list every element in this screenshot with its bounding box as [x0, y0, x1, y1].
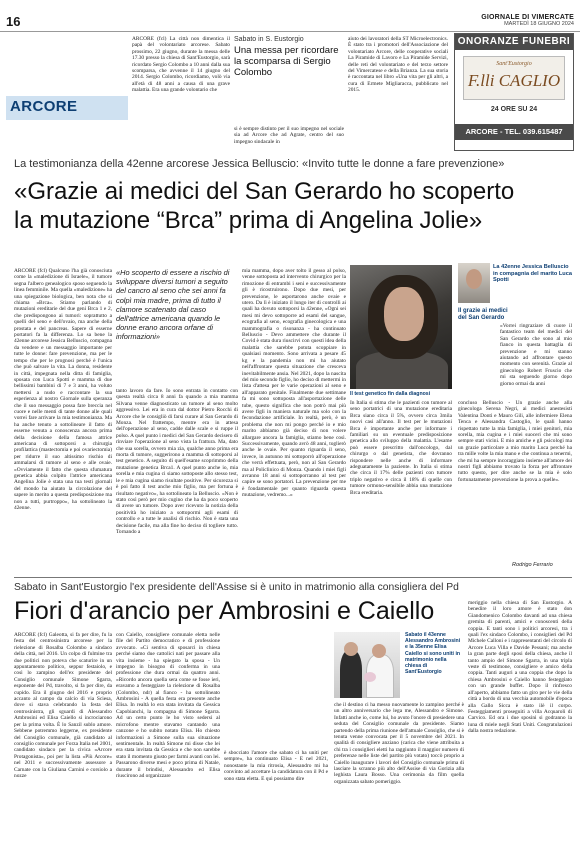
story2-col1: ARCORE (fcl) Galeotta, si fa per dire, fu la festa del centrosinistra arcorese per la rielezione di Rosalba Colombo a sindaco della città, nel 2016. Un colpo di fulmine tra due politici non poteva che scaturire in un appuntamento politico, seppur festaiolo, e così lo zampino dell'ex presidente del Consiglio comunale Simone Sgarra, esponente del Pd, travolto, si fa per dire, da cupido. Era il giugno del 2016 e proprio accanto al campo da calcio di via Sciesa, dove si stava celebrando la festa del centrosinistra, gli sguardi di Alessandro Ambrosini ed Elisa Caiello si incrociarono per la prima volta. È lo Sanzil sublo amore. Sebbene potremmo leggerne, ex presidente del Consiglio comunale, già candidato al consiglio comunale per Forza Italia nel 2001, candidato sindaco per la civica «Arcore Protagonista», poi per la lista «Più Arcore» nel 2011 e successivamente assessore a Carnate con la Giuliana Carnini e corsiolo a nozze [14, 632, 112, 779]
page-number: 16 [6, 14, 21, 29]
advert-title: ONORANZE FUNEBRI [455, 34, 573, 50]
story1-headline-line1: «Grazie ai medici del San Gerardo ho scoperto [14, 178, 515, 205]
story1-photo [350, 265, 452, 389]
story1-portrait-caption: La 42enne Jessica Belluscio in compagnia del marito Luca Spotti [493, 264, 572, 284]
story1-photo-caption: Il test genetico fin dalla diagnosi [350, 391, 431, 397]
story1-col4: In Italia si stima che le pazienti con tumore al seno portatrici di una mutazione ereditaria Brca siano circa il 5%, ovvero circa 3mila nuovi casi all'anno. Il test per le mutazioni Brca è importante anche per informare i familiari su un eventuale predisposizione genetica allo sviluppo della malattia. L'esame può essere prescritto dall'oncologo, dal chirurgo o dal genetista, che dovranno rispondere nelle anche di informare adeguatamente la paziente. In Italia si stima che circa il 17% delle pazienti con tumore triplo negativo e circa il 18% di quelle con tumore ormono-sensibile abbia una mutazione Brca ereditaria. [350, 400, 452, 496]
side-article-col2: si è sempre distinto per il suo impegno nel sociale sia ad Arcore che ad Agrate, centro del suo impegno sindacale in [234, 126, 344, 145]
story2-col5: meriggio nella chiesa di San Eustorgio. A benedire il loro amore è stato don Giandomenico Colombo davanti ad una chiesa gremita di parenti, amici e conoscenti della coppia. E tanti sono i politici arcoresi, tra i quali l'ex sindaco Colombo, i consiglieri del Pd Michele Calloni e i rappresentanti del circolo di Arcore Luca Villa e Davide Pessani; ma anche la gran parte degli sposi della chiesa, anche il tanto ampio del Simone Sgarra, in una tripla veste di testimone, consigliere e amico della coppia. Tanti auguri a una coppia che dopo la chiesa Ambrosini e Caiello hanno festeggiato con un grande buffet. Dopo il rinfresco all'aperto, abbiamo fatto un giro per le vie della città a bordo di una vecchia automobile d'epoca alla Gallo Sicca è stato ilè il corpo. Festeggiamenti proseguiti a villa Acquaroli di Carvico. Ed ora i due sposini si godranno la luna di miele negli Stati Uniti. Congratulazioni dalla nostra redazione. [468, 600, 572, 735]
story2-col2: con Caiello, consigliere comunale eletta nelle file del Partito democratico e di professione avvocato. «Ci sentiva di sposarci in chiesa perché siamo due cattolici nati per passare alla vita insieme - ha spiegato la sposa - Un impegno in bisogno di conferma in una professione che dura ormai da quattro anni. «Ricordo ancora quella sera come se fosse ieri, eravamo a festeggiare la rielezione di Rosalba (Colombo, ndr) al fianco - ha sottolineato Ambrosini - A quella festa era presente anche Elisa. In realtà lo era stata invitata da Gessica Capobianchi, la compagna di Simone Sgarra. Ad un certo punto le ho visto sedersi al microfono mentre stavamo cantando una canzone e ho subito notato Elisa. Ho chiesto informazioni a Simone sulla sua situazione sentimentale. In realtà Simone mi disse che lei era stata invitata da Gessica e che non sarebbe stato il momento giusto per farmi avanti con lei. Passarono diverse mesi e poco prima di Natale, durante il brindisi, Alessandro ed Elisa riuscirono ad organizzare [116, 632, 220, 779]
story1-headline-line2: la mutazione “Brca” prima di Angelina Jolie» [14, 207, 483, 234]
section-label: ARCORE [10, 98, 78, 115]
side-article-kicker: Sabato in S. Eustorgio [234, 36, 304, 43]
page-header [0, 0, 580, 34]
advert-logo-box [463, 56, 565, 100]
header-rule [0, 31, 580, 32]
story1-col3: mia mamma, dopo aver tolto il gesso al polso, venne sottoposta ad intervento chirurgico per la rimozione di entrambi i seni e successivamente gli è ricostruirono. Dopo due mesi, per prevenzione, le asportarono anche ovaie e utero. Da lì è iniziato il lungo iter di controlli ai quali ha dovuto sottoporsi la 42enne, «Ogni sei mesi mi devo sottoporre ad esami del sangue, ecografia al seno, ecografia ginecologica e una mammografia o risonanza - ha continuato Belluscio - Devo ammettere che durante il Covid è stata dura riuscirvi con questi idea della malattia che sarebbe potuta scoppiare in qualsiasi momento. Sono arrivata a pesare 45 kg e la pandemia non mi ha aiutato nell'affrontare questa situazione che cresceva inevitabilmente ansia. Nel 2021, dopo la nascita del mio secondo figlio, ho deciso di mettermi in lista d'attesa per le varie operazioni al seno e all'apparato genitale. Finalmente due settimane fa mi sono sottoposta all'asportazione delle tube, questo significa che non potrò mai più avere figli in maniera naturale ma solo con la fecondazione artificiale. In realtà, però, è un problema che non mi pongo perché io e mio marito abbiamo già deciso di non volere allargare ancora la famiglia, stiamo bene così. Successivamente, quando avrò 48 anni, toglierò anche le ovaie. Per quanto riguarda il seno, invece, in autunno mi sottoporrò all'operazione che verrà effettuata, però, non al San Gerardo ma al Policlinico di Monza. Quando i miei figli avranno 18 anni si sottoporranno al test per capire se sono portatori. La prevenzione per me è fondamentale per quanto riguarda questa mutazione, vedremo...» [242, 268, 346, 499]
story1-pull-quote: «Ho scoperto di essere a rischio di sviluppare diversi tumori a seguito del cancro al seno che sei anni fa colpì mia madre, prima di tutto il clamore scatenato dal caso dell'attrice americana quando le donne erano ancora orfane di informazioni» [116, 268, 230, 342]
story1-headline [14, 177, 572, 235]
side-article-col3: aiuto dei lavoratori della ST Microelectronics. È stato tra i promotori dell'Associazione del volontariato Arcore, delle cooperative sociali La Piramide di Lavoro e La Piramide Servizi, delle reti del volontariato e del terzo settore del Vimercatese e della Brianza. La sua storia è raccontata nel libro «Una vita per gli altri, a cura di Ermete Migliaracca, pubblicato nel 2015. [348, 36, 448, 94]
masthead [481, 14, 574, 27]
side-article-col1: ARCORE (fcl) La città non dimentica il papà del volontariato arcorese. Sabato prossimo, 22 giugno, durante la messa delle 17.30 presso la chiesa di Sant'Eustorgio, sarà ricordato Sergio Colombo a 10 anni dalla sua scomparsa, che avvenne il 14 giugno del 2014. Sergio Colombo, ricordiamo, volò via all'età di 48 anni a causa di una grave malattia. Era una grande volontario che [132, 36, 230, 94]
story1-aside-title: Il grazie ai medici [458, 308, 508, 314]
story1-col5: concluso Belluscio - Un grazie anche alla ginecologa Serena Negri, ai medici anestesisti Valentina Donti e Mauro Gili, alle infermiere Elena Tenca e Alessandra Castoglio, le quali hanno rispettato tutte la mia famiglia, i miei genitori, mia sorella, mia cugina e i miei suoceri che mi sono sempre stati vicini. E mio amiche e gli psicologi ma un grazie particolare a mio marito Luca perché ha tra mille volte la mia mano e che continua a tenermi, che mi ha sempre incoraggiato insieme all'amore dei nostri figli abbiamo trovato la forza per affrontare tutto questo, per dire anche se la mia è solo fortunatamente prevenzione la prova a quelle». [458, 400, 572, 483]
advert-phone: ARCORE - TEL. 039.615487 [455, 124, 573, 140]
story1-portrait [458, 263, 490, 303]
advert-subtitle: Sant'Eustorgio [496, 61, 532, 67]
story2-photo-caption: Sabato il 43enne Alessandro Ambrosini e la 35enne Elisa Caiello si sono uniti in matrimonio nella chiesa di Sant'Eustorgio [405, 632, 461, 676]
story2-col4: che il destino ci ha messo nuovamente lo zampino perché è un altro anniversario che lega me, Alessandro e Simone. Infatti anche io, come lui, ho avuto l'onore di presiedere una seduta del Consiglio comunale da presidente. Siamo partendo della prima riunione dell'attuale Consiglio, che si è tenuta venne convocata per il 5 novembre del 2021. In qualità di consigliere anziano (carica che viene attribuita a chi tra i consiglieri eletti ha raggiunto il maggior numero di preferenze nelle liste del partito più votato) toccò proprio a Caiello inaugurare i lavori del Consiglio comunale prima di lasciare la scranno più alto dell'Assise di via Gorizia alla leghista Laura Bosso. Una cerimonia da film quella organizzata sabato pomeriggio. [334, 702, 464, 785]
masthead-date: MARTEDÌ 18 GIUGNO 2024 [504, 21, 574, 27]
advert-brand: F.lli CAGLIO [467, 71, 561, 90]
story1-col2: tanto lavoro da fare. Io sono entrata in contatto con questa realtà circa 8 anni fa quando a mia mamma Silvana venne diagnosticato un tumore al seno molto aggressivo. Lei era in cura dal dottor Pietro Rocchi di Arcore che le consigliò di farsi curare al San Gerardo di Monza. Nel frattempo, mentre era in attesa dell'operazione al seno, cadde dalle scale e si ruppe il polso. A quel punto i medici del San Gerardo decisero di rinviare l'operazione al seno vista la frattura. Ma, dato che sua sorella, ovvero mia zia, qualche anno prima era morta di tumore, suggerirono a mamma di sottoporsi al test genetico. A seguito di quell'esame scoprimmo della mutazione genetica Brca1. A quel punto anche io, mia sorella e mia cugina ci siamo sottoposte allo stesso test, le e mia cugina siamo risultate positive. Per sicurezza si è poi fatto il test anche mio figlio, ma per fortuna è risultato negativo», ha sottolineato la Belluscio. «Non è stato così però per mio cugino che ha da poco scoperto di avere un tumore. Dopo aver ricevuto la notizia della positività ho iniziato a sottopormi agli esami di controllo e a tutte le analisi di rischio. Non è stata una decisione facile, ma alla fine ho deciso di togliere tutto. Tornando a [116, 388, 238, 535]
story2-headline: Fiori d'arancio per Ambrosini e Caiello [14, 597, 435, 625]
story1-col6: «Vorrei ringraziare di cuore il fantastico team del medici del San Gerardo che sono al mio fianco in questa battaglia di prevenzione e mi stanno aiutando ad affrontare questo momento con serenità. Grazie al ginecologo Robert Fruscio che mi sta seguendo giorno dopo giorno ormai da anni [500, 323, 572, 387]
story2-wedding-photo [334, 632, 400, 698]
story1-col1: ARCORE (fcl) Qualcuno l'ha già conosciuta come la «maledizione di Israele», il tumore segna l'albero genealogico sposo seguendo la linea femminile. Ma quella «maledizione» ha una spiegazione biologica, ben nota che si chiama «Brca». Stiamo parlando di mutazioni ereditarie del due geni Brca 1 e 2, che predispongono ai tumori: soprattutto a quelli del seno e dell'ovaio, ma anche della prostata e del pancreas. Sapere di esserne portatori fa la differenza. Lo sa bene la 42enne arcorese Jessica Belluscio, compagna da vendere e un messaggio importante per tutte le donne: fare prevenzione, ma per le tempo che per le prognosi perché è l'unica che può salvare la vita. La donna, residente in città, impegnata nella ditta di famiglia, sposata con Luca Spotti e mamma di due bellissimi bambini di 7 e 3 anni, ha voluto mettersi a nudo e raccontare la sua esperienza al nostro Giornale sulla speranza che il suo messaggio possa fare breccia nel cuore e nelle menti di tante donne alle quali vorrei fare arrivare la mia testimonianza. Ma ha anche tenuto a sottolineare il fatto di esserne venuta a conoscenza ancora prima della decisione della famosa attrice americana di sottoporsi a chirurgia profilattica (mastectomia e poi ovariectomia) per ridurre il suo altissimo rischio di ammalarsi di tumore al seno e alle ovaie. «Ovviamente il fatto che questa sfumatura genetica abbia colpito l'attrice americana Angelina Jolie è stata una tua testi giornali del mondo ha aiutato la circolazione del sapere in merito a questa predisposizione ma non a tutti, purtroppo», ha sottolineato la 42enne. [14, 268, 112, 512]
funeral-advert [454, 33, 574, 151]
masthead-name: GIORNALE DI VIMERCATE [481, 14, 574, 21]
story1-signature: Rodrigo Ferrario [512, 562, 553, 568]
side-article-title: Una messa per ricordare la scomparsa di Sergio Colombo [234, 45, 339, 78]
story1-aside-title2: del San Gerardo [458, 315, 505, 321]
story2-kicker: Sabato in Sant'Eustorgio l'ex presidente dell'Assise si è unito in matrimonio alla consigliera del Pd [14, 582, 459, 593]
story2-col3: è sbocciato l'amore che sabato ci ha uniti per sempre», ha continuato Elisa - E nel 2021, nonostante la mia ritrosia, Alessandro mi ha convinto ad accettare la candidatura con il Pd e sono stata eletta. E qui possiamo dire [224, 750, 328, 782]
story1-kicker: La testimonianza della 42enne arcorese Jessica Belluscio: «Invito tutte le donne a fare prevenzione» [14, 158, 505, 170]
story-divider [14, 577, 572, 578]
advert-hours: 24 ORE SU 24 [490, 106, 538, 113]
